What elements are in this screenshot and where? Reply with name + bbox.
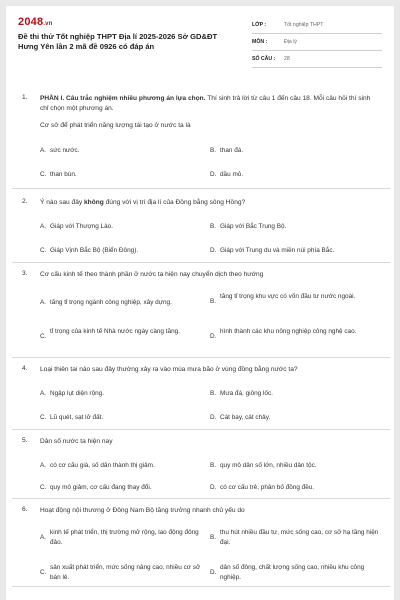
question-stem: Cơ sở để phát triển năng lượng tái tạo ở nước ta là [40,122,191,129]
question-stem: Dân số nước ta hiện nay [40,438,113,445]
question-number: 5. [22,437,28,444]
stem-text: đúng với vị trí địa lí của Đồng bằng sông Hồng? [103,199,246,206]
meta-label: MÔN : [252,39,268,45]
question-number: 2. [22,198,28,205]
divider [12,188,390,189]
meta-label: SỐ CÂU : [252,56,276,62]
option-text: than đá. [220,147,244,154]
option-letter: B. [210,298,217,305]
meta-value: Tốt nghiệp THPT [284,22,324,28]
option-text: tăng tỉ trọng khu vực có vốn đầu tư nước ngoài. [220,293,356,300]
option-text: Giáp với Bắc Trung Bộ. [220,223,287,230]
divider [12,586,390,587]
option-letter: D. [210,333,217,340]
exam-title: Đề thi thử Tốt nghiệp THPT Địa lí 2025-2026 Sở GD&ĐT Hưng Yên lần 2 mã đề 0926 có đáp án [18,32,218,51]
stem-emphasis: không [84,199,104,206]
option-text: Ngập lụt diện rộng. [50,390,105,397]
option-text: quy mô dân số lớn, nhiều dân tộc. [220,462,317,469]
question-stem: Cơ cấu kinh tế theo thành phần ở nước ta hiện nay chuyển dịch theo hướng [40,271,264,278]
option-text: kinh tế phát triển, thị trường mở rộng, lao động đông đảo. [50,529,199,546]
meta-value: 28 [284,56,290,62]
question-number: 4. [22,365,28,372]
option-letter: A. [40,534,47,541]
exam-meta-table [252,17,382,68]
logo-main: 2048 [18,16,44,28]
option-letter: B. [210,534,217,541]
option-letter: B. [210,223,217,230]
divider [12,262,390,263]
question-stem [40,198,380,208]
question-number: 1. [22,94,28,101]
option-letter: D. [210,484,217,491]
option-letter: C. [40,247,47,254]
meta-value: Địa lý [284,39,297,45]
divider [12,498,390,499]
option-text: sản xuất phát triển, mức sống nâng cao, nhiều cơ sở bán lẻ. [50,564,201,581]
meta-row-subject [252,34,382,51]
option-text: tăng tỉ trọng ngành công nghiệp, xây dựng. [50,299,172,306]
option-text: thu hút nhiều đầu tư, mức sống cao, cơ sở hạ tầng hiện đại. [220,529,379,546]
option-letter: C. [40,171,47,178]
option-text: tỉ trọng của kinh tế Nhà nước ngày càng tăng. [50,328,180,335]
option-letter: B. [210,462,217,469]
option-text: hình thành các khu nông nghiệp công nghệ cao. [220,328,357,335]
option-letter: D. [210,414,217,421]
site-logo[interactable] [18,16,53,28]
question-number: 3. [22,270,28,277]
part-instructions-text: Thí sinh trả lời từ câu 1 đến câu 18. Mỗi câu hỏi thí sinh chỉ chọn một phương án. [40,95,371,112]
option-letter: D. [210,171,217,178]
option-text: có cơ cấu già, số dân thành thị giảm. [50,462,155,469]
option-letter: C. [40,569,47,576]
option-text: Giáp với Trung du và miền núi phía Bắc. [220,247,335,254]
option-text: dân số đông, chất lượng sống cao, nhiều khu công nghiệp. [220,564,365,581]
meta-label: LỚP : [252,22,267,28]
document-header [6,6,394,76]
part-instructions [40,94,380,114]
document-page [6,6,394,600]
option-text: Cát bay, cát chảy. [220,414,271,421]
option-text: than bùn. [50,171,77,178]
question-stem: Loại thiên tai nào sau đây thường xảy ra vào mùa mưa bão ở vùng đồng bằng nước ta? [40,366,298,373]
meta-row-question-count [252,51,382,68]
option-letter: D. [210,569,217,576]
question-number: 6. [22,506,28,513]
option-text: Lũ quét, sạt lở đất. [50,414,104,421]
option-letter: B. [210,390,217,397]
option-text: Mưa đá, giông lốc. [220,390,273,397]
option-letter: C. [40,414,47,421]
option-text: Giáp với Thượng Lào. [50,223,113,230]
option-letter: A. [40,390,47,397]
option-text: có cơ cấu trẻ, phân bố đồng đều. [220,484,315,491]
option-letter: A. [40,299,47,306]
option-text: Giáp Vịnh Bắc Bộ (Biển Đông). [50,247,139,254]
option-letter: C. [40,484,47,491]
option-letter: D. [210,247,217,254]
divider [12,357,390,358]
question-stem: Hoạt động nội thương ở Đông Nam Bộ tăng trưởng nhanh chủ yếu do [40,507,245,514]
option-text: dầu mỏ. [220,171,244,178]
option-letter: B. [210,147,217,154]
meta-row-class [252,17,382,34]
option-letter: A. [40,223,47,230]
part-heading: PHẦN I. Câu trắc nghiệm nhiều phương án lựa chọn. [40,95,206,102]
divider [12,429,390,430]
option-text: sức nước. [50,147,80,154]
option-text: quy mô giảm, cơ cấu đang thay đổi. [50,484,152,491]
option-letter: A. [40,147,47,154]
stem-text: Ý nào sau đây [40,199,84,206]
option-letter: A. [40,462,47,469]
logo-suffix: .vn [43,21,53,27]
option-letter: C. [40,333,47,340]
